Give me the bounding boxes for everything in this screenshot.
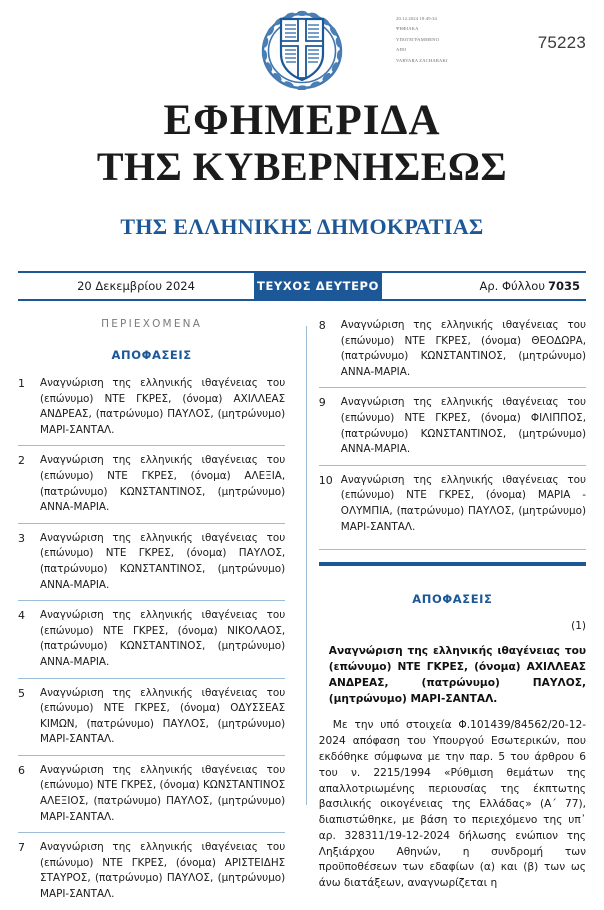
toc-entry-number: 8	[318, 319, 326, 332]
column-divider	[306, 326, 307, 805]
toc-entry[interactable]	[18, 686, 285, 756]
toc-entry-text: Αναγνώριση της ελληνικής ιθαγένειας του (επώνυμο) ΝΤΕ ΓΚΡΕΣ, (όνομα) ΠΑΥΛΟΣ, (πατρώνυμο) ΚΩΝΣΤΑΝΤΙΝΟΣ, (μητρώνυμο) ΑΝΝΑ-ΜΑΡΙΑ.	[40, 531, 286, 591]
issue-bar	[18, 271, 586, 301]
toc-list-left	[18, 376, 285, 910]
signature-line-ypogegrammeno: ΥΠΟΓΕΓΡΑΜΜΕΝΟ	[396, 36, 440, 42]
toc-entry[interactable]	[18, 453, 285, 523]
gazette-title-line2: ΤΗΣ ΚΥΒΕΡΝΗΣΕΩΣ	[96, 144, 508, 189]
toc-entry[interactable]	[18, 531, 285, 601]
content-columns	[18, 318, 587, 901]
decision-index: (1)	[571, 620, 587, 633]
toc-entry-text: Αναγνώριση της ελληνικής ιθαγένειας του (επώνυμο) ΝΤΕ ΓΚΡΕΣ, (όνομα) ΘΕΟΔΩΡΑ, (πατρώνυμο) ΚΩΝΣΤΑΝΤΙΝΟΣ, (μητρώνυμο) ΑΝΝΑ-ΜΑΡΙΑ.	[340, 319, 587, 378]
toc-entry[interactable]	[319, 318, 586, 388]
issue-date: 20 Δεκεμβρίου 2024	[77, 279, 195, 293]
toc-entry-text: Αναγνώριση της ελληνικής ιθαγένειας του (επώνυμο) ΝΤΕ ΓΚΡΕΣ, (όνομα) ΑΧΙΛΛΕΑΣ ΑΝΔΡΕΑΣ, (πατρώνυμο) ΠΑΥΛΟΣ, (μητρώνυμο) ΜΑΡΙ-ΣΑΝΤΑΛ.	[40, 377, 286, 436]
gazette-subtitle: ΤΗΣ ΕΛΛΗΝΙΚΗΣ ΔΗΜΟΚΡΑΤΙΑΣ	[120, 214, 484, 239]
contents-heading: ΠΕΡΙΕΧΟΜΕΝΑ	[101, 318, 203, 330]
toc-entry-text: Αναγνώριση της ελληνικής ιθαγένειας του (επώνυμο) ΝΤΕ ΓΚΡΕΣ, (όνομα) ΜΑΡΙΑ - ΟΛΥΜΠΙΑ, (πατρώνυμο) ΠΑΥΛΟΣ, (μητρώνυμο) ΜΑΡΙ-ΣΑΝΤΑΛ.	[340, 473, 587, 533]
section-divider-rule	[319, 562, 586, 566]
contents-subheading: ΑΠΟΦΑΣΕΙΣ	[111, 348, 192, 362]
toc-entry-number: 2	[18, 454, 25, 468]
toc-entry-text: Αναγνώριση της ελληνικής ιθαγένειας του (επώνυμο) ΝΤΕ ΓΚΡΕΣ, (όνομα) ΑΛΕΞΙΑ, (πατρώνυμο) ΚΩΝΣΤΑΝΤΙΝΟΣ, (μητρώνυμο) ΑΝΝΑ-ΜΑΡΙΑ.	[40, 454, 286, 514]
issue-sheet-label: Αρ. Φύλλου	[479, 279, 545, 293]
toc-entry-text: Αναγνώριση της ελληνικής ιθαγένειας του (επώνυμο) ΝΤΕ ΓΚΡΕΣ, (όνομα) ΚΩΝΣΤΑΝΤΙΝΟΣ ΑΛΕΞΙΟΣ, (πατρώνυμο) ΠΑΥΛΟΣ, (μητρώνυμο) ΜΑΡΙ-ΣΑΝΤΑΛ.	[40, 763, 286, 823]
toc-entry-number: 7	[18, 841, 25, 855]
left-column	[18, 318, 295, 901]
issue-sheet-value: 7035	[547, 279, 580, 293]
toc-entry-number: 5	[18, 686, 25, 700]
toc-entry[interactable]	[18, 763, 285, 833]
gazette-title-line1: ΕΦΗΜΕΡΙΔΑ	[163, 97, 441, 144]
toc-entry-number: 10	[318, 473, 333, 487]
toc-entry[interactable]	[319, 395, 586, 465]
toc-entry-number: 6	[18, 763, 25, 777]
decision-title: Αναγνώριση της ελληνικής ιθαγένειας του (επώνυμο) ΝΤΕ ΓΚΡΕΣ, (όνομα) ΑΧΙΛΛΕΑΣ ΑΝΔΡΕΑΣ, (πατρώνυμο) ΠΑΥΛΟΣ, (μητρώνυμο) ΜΑΡΙ-ΣΑΝΤΑΛ.	[328, 645, 587, 705]
right-column	[318, 318, 587, 890]
toc-entry-number: 1	[18, 377, 25, 390]
toc-entry[interactable]	[18, 840, 285, 909]
toc-entry-text: Αναγνώριση της ελληνικής ιθαγένειας του (επώνυμο) ΝΤΕ ΓΚΡΕΣ, (όνομα) ΝΙΚΟΛΑΟΣ, (πατρώνυμο) ΚΩΝΣΤΑΝΤΙΝΟΣ, (μητρώνυμο) ΑΝΝΑ-ΜΑΡΙΑ.	[40, 609, 286, 668]
digital-signature-stamp	[396, 14, 516, 66]
issue-kind-badge: ΤΕΥΧΟΣ ΔΕΥΤΕΡΟ	[254, 273, 382, 299]
column-gap	[295, 318, 319, 805]
issue-sheet-number	[382, 273, 586, 299]
toc-entry-number: 3	[18, 531, 25, 545]
signature-line-apo: ΑΠΟ	[396, 47, 407, 53]
toc-entry-text: Αναγνώριση της ελληνικής ιθαγένειας του (επώνυμο) ΝΤΕ ΓΚΡΕΣ, (όνομα) ΑΡΙΣΤΕΙΔΗΣ ΣΤΑΥΡΟΣ, (πατρώνυμο) ΠΑΥΛΟΣ, (μητρώνυμο) ΜΑΡΙ-ΣΑΝΤΑΛ.	[40, 841, 286, 901]
toc-entry-number: 4	[18, 609, 25, 623]
masthead	[0, 0, 604, 262]
signature-signer-name: VARVARA ZACHARAKI	[396, 57, 448, 63]
toc-entry[interactable]	[18, 608, 285, 678]
decisions-heading: ΑΠΟΦΑΣΕΙΣ	[412, 592, 493, 607]
toc-entry-text: Αναγνώριση της ελληνικής ιθαγένειας του (επώνυμο) ΝΤΕ ΓΚΡΕΣ, (όνομα) ΟΔΥΣΣΕΑΣ ΚΙΜΩΝ, (πατρώνυμο) ΠΑΥΛΟΣ, (μητρώνυμο) ΜΑΡΙ-ΣΑΝΤΑΛ.	[40, 686, 286, 746]
toc-list-right	[319, 318, 586, 542]
decision-body: Με την υπό στοιχεία Φ.101439/84562/20-12-2024 απόφαση του Υπουργού Εσωτερικών, που εκδόθηκε σύμφωνα με την παρ. 5 του άρθρου 6 του ν. 2215/1994 «Ρύθμιση θεμάτων της απαλλοτριωμένης περιουσίας της έκπτωτης βασιλικής οικογένειας της Ελλάδας» (Α΄ 77), διαπιστώθηκε, με βάση το περιεχόμενο της υπ᾽ αρ. 328311/19-12-2024 δήλωσης ενώπιον της Ληξιάρχου Αθηνών, η συνδρομή των προϋποθέσεων των εδαφίων (α) και (β) των ως άνω διατάξεων, αναγνωρίζεται η	[318, 719, 587, 890]
toc-entry[interactable]	[18, 376, 285, 446]
signature-timestamp: 20.12.2024 18:49:34	[396, 16, 438, 21]
gazette-title	[0, 98, 604, 190]
greek-coat-of-arms-icon	[259, 10, 345, 90]
signature-line-psifiaka: ΨΗΦΙΑΚΑ	[396, 26, 419, 32]
toc-entry[interactable]	[319, 473, 586, 542]
page-number: 75223	[537, 33, 586, 52]
toc-entry-text: Αναγνώριση της ελληνικής ιθαγένειας του (επώνυμο) ΝΤΕ ΓΚΡΕΣ, (όνομα) ΦΙΛΙΠΠΟΣ, (πατρώνυμο) ΚΩΝΣΤΑΝΤΙΝΟΣ, (μητρώνυμο) ΑΝΝΑ-ΜΑΡΙΑ.	[340, 396, 587, 456]
toc-entry-number: 9	[318, 396, 326, 410]
hairline-rule	[319, 549, 586, 550]
